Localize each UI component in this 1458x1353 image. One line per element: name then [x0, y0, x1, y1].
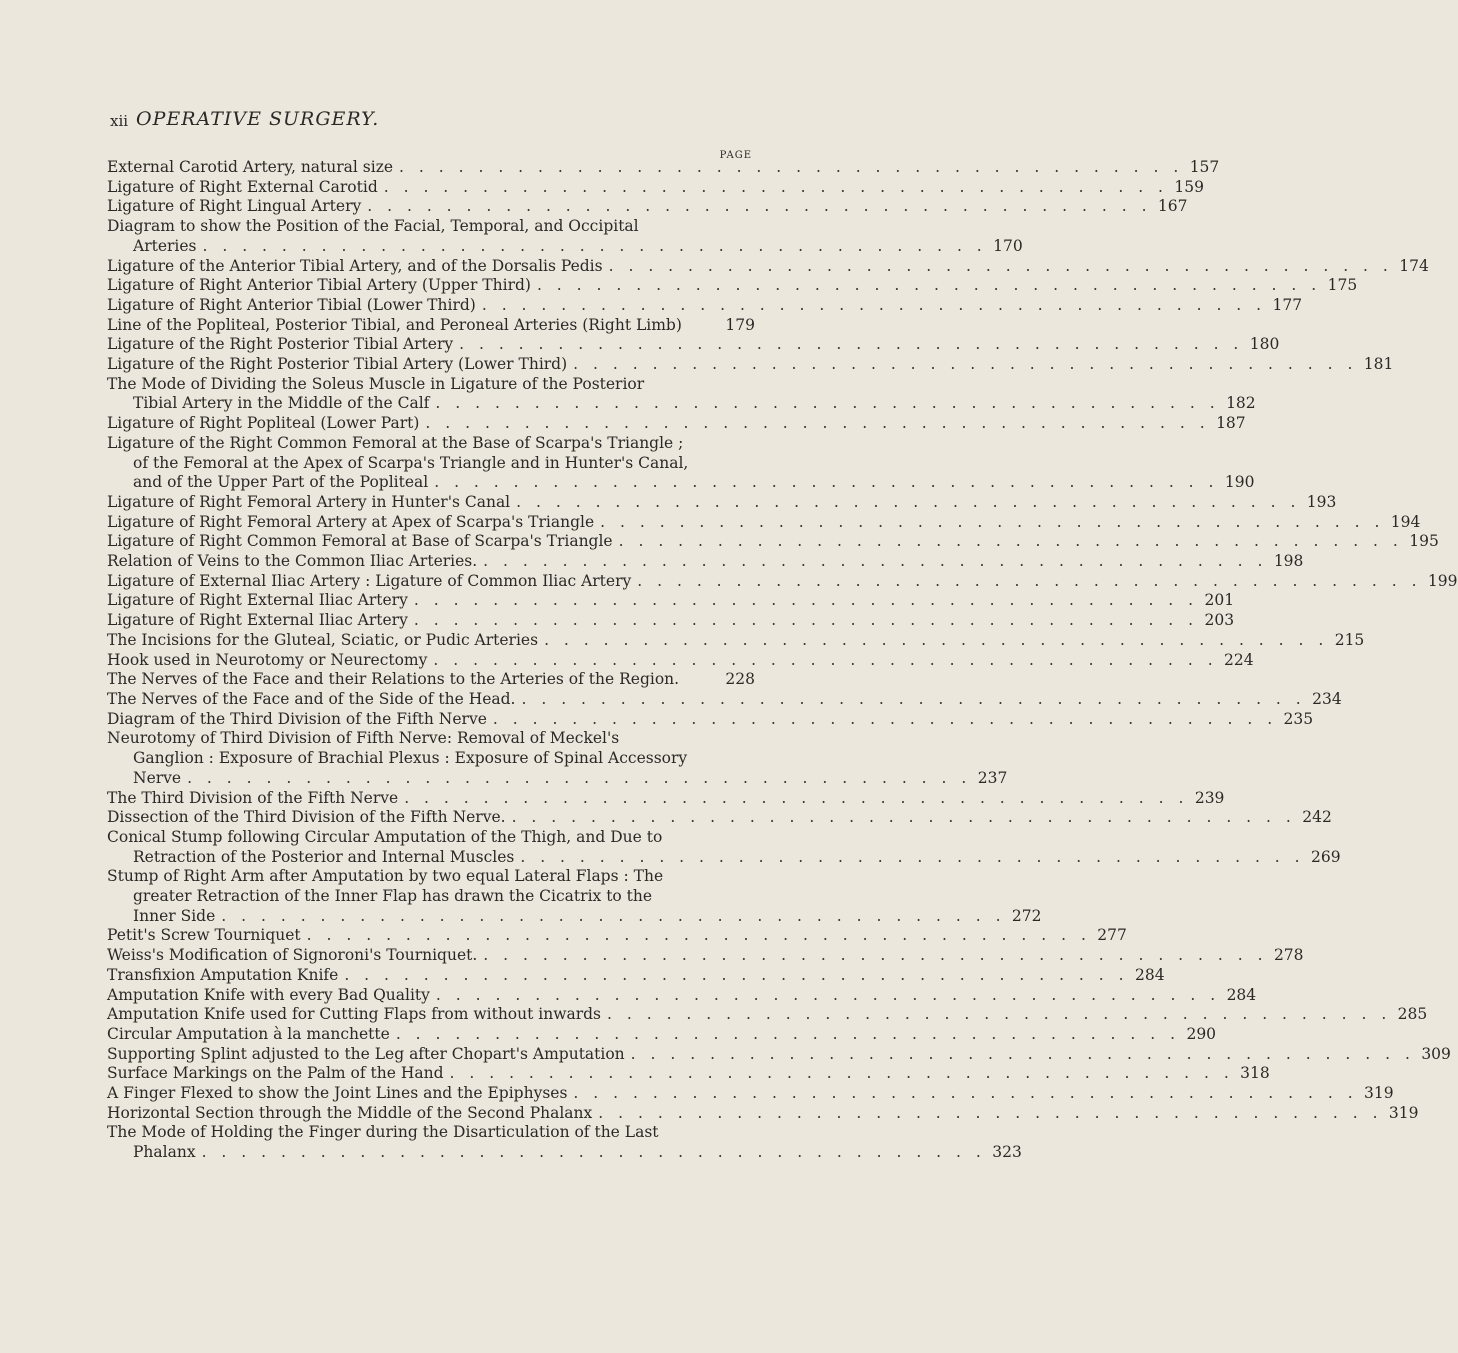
dot-leader: . . . . . . . . . . . . . . . . . . . . . . . . . . . . . . . . . . . . . . . .: [608, 256, 1393, 275]
list-item: [107, 926, 1127, 946]
dot-leader: . . . . . . . . . . . . . . . . . . . . . . . . . . . . . . . . . . . . . . . .: [449, 1064, 1234, 1083]
list-item: [107, 1005, 1428, 1025]
entry-title: Weiss's Modification of Signoroni's Tourniquet.: [107, 946, 478, 965]
page-column-label: PAGE: [719, 150, 752, 161]
entry-line: [107, 256, 1429, 277]
entry-title: Ligature of Right Femoral Artery in Hunter's Canal: [107, 492, 511, 511]
entry-page-number: 242: [1302, 808, 1332, 827]
entry-line: [107, 177, 1204, 198]
entry-title: Ligature of the Right Common Femoral at the Base of Scarpa's Triangle ;: [107, 433, 684, 452]
entry-title: Diagram to show the Position of the Facial, Temporal, and Occipital: [107, 217, 639, 236]
list-item: [107, 965, 1165, 986]
entry-title: and of the Upper Part of the Popliteal: [133, 473, 429, 492]
entry-title: Relation of Veins to the Common Iliac Arteries.: [107, 552, 478, 571]
entry-line: [107, 1064, 1270, 1084]
entry-title: Amputation Knife with every Bad Quality: [107, 985, 430, 1004]
entry-page-number: 180: [1249, 335, 1280, 354]
entry-title: Ligature of the Right Posterior Tibial Artery: [107, 335, 454, 354]
dot-leader: . . . . . . . . . . . . . . . . . . . . . . . . . . . . . . . . . . . . . . . .: [413, 611, 1199, 630]
entry-line: [107, 217, 755, 237]
entry-line: [107, 454, 755, 474]
entry-title: Transfixion Amputation Knife: [107, 965, 339, 984]
entry-line: [107, 946, 1304, 966]
list-item: [107, 355, 1394, 375]
entry-title: The Third Division of the Fifth Nerve: [107, 788, 399, 807]
entry-title: Dissection of the Third Division of the Fifth Nerve.: [107, 808, 506, 827]
dot-leader: . . . . . . . . . . . . . . . . . . . . . . . . . . . . . . . . . . . . . . . .: [413, 591, 1199, 610]
entry-line: [107, 316, 755, 336]
entry-page-number: 215: [1334, 630, 1365, 649]
entry-title: The Nerves of the Face and their Relations to the Arteries of the Region.: [107, 670, 680, 689]
list-item: [107, 532, 1439, 552]
entry-title: Retraction of the Posterior and Internal Muscles: [133, 847, 515, 866]
list-item: [107, 1103, 1419, 1124]
list-item: [107, 709, 1314, 730]
entry-title: Ligature of Right Femoral Artery at Apex of Scarpa's Triangle: [107, 512, 595, 531]
list-item: [107, 867, 1042, 926]
entry-line: [107, 650, 1254, 671]
list-item: [107, 946, 1304, 966]
entry-page-number: 190: [1224, 473, 1255, 492]
dot-leader: . . . . . . . . . . . . . . . . . . . . . . . . . . . . . . . . . . . . . . . .: [435, 394, 1220, 413]
entry-title: greater Retraction of the Inner Flap has drawn the Cicatrix to the: [133, 887, 653, 906]
entry-page-number: 170: [993, 236, 1023, 255]
entry-page-number: 290: [1186, 1024, 1217, 1043]
dot-leader: . . . . . . . . . . . . . . . . . . . . . . . . . . . . . . . . . . . . . . . .: [435, 985, 1221, 1004]
dot-leader: . . . . . . . . . . . . . . . . . . . . . . . . . . . . . . . . . . . . . . . .: [433, 650, 1218, 669]
entry-line: [107, 394, 1256, 414]
entry-line: [107, 1123, 755, 1143]
list-item: [107, 788, 1225, 809]
dot-leader: . . . . . . . . . . . . . . . . . . . . . . . . . . . . . . . . . . . . . . . .: [483, 552, 1268, 571]
entry-title: Neurotomy of Third Division of Fifth Nerve: Removal of Meckel's: [107, 729, 620, 748]
entry-page-number: 278: [1273, 946, 1304, 965]
list-item: [107, 492, 1337, 513]
entry-line: [107, 532, 1439, 552]
dot-leader: . . . . . . . . . . . . . . . . . . . . . . . . . . . . . . . . . . . . . . . .: [516, 492, 1301, 511]
entry-line: [107, 808, 1332, 828]
list-item: [107, 512, 1421, 533]
entry-title: Supporting Splint adjusted to the Leg after Chopart's Amputation: [107, 1044, 625, 1063]
entry-page-number: 194: [1390, 512, 1421, 531]
entry-title: Nerve: [133, 768, 182, 787]
dot-leader: . . . . . . . . . . . . . . . . . . . . . . . . . . . . . . . . . . . . . . . .: [202, 236, 987, 255]
entry-line: [107, 591, 1235, 611]
entry-page-number: 174: [1399, 256, 1429, 275]
entry-title: Ligature of Right Anterior Tibial (Lower Third): [107, 295, 476, 314]
entry-page-number: 175: [1327, 276, 1358, 295]
list-item: [107, 808, 1332, 828]
dot-leader: . . . . . . . . . . . . . . . . . . . . . . . . . . . . . . . . . . . . . . . .: [481, 295, 1267, 314]
list-item: [107, 985, 1257, 1006]
dot-leader: . . . . . . . . . . . . . . . . . . . . . . . . . . . . . . . . . . . . . . . .: [573, 355, 1358, 374]
list-item: [107, 335, 1280, 355]
entry-line: [107, 335, 1280, 355]
list-item: [107, 650, 1254, 671]
entry-title: Ligature of Right External Carotid: [107, 177, 378, 196]
entry-title: Inner Side: [133, 906, 216, 925]
entry-title: Ligature of Right Lingual Artery: [107, 197, 362, 216]
dot-leader: . . . . . . . . . . . . . . . . . . . . . . . . . . . . . . . . . . . . . . . .: [187, 768, 972, 787]
entry-page-number: 177: [1272, 295, 1303, 314]
entry-line: [107, 965, 1165, 986]
entry-page-number: 235: [1283, 709, 1314, 728]
entry-page-number: 157: [1189, 158, 1220, 176]
entry-page-number: 309: [1421, 1044, 1451, 1063]
running-title: OPERATIVE SURGERY.: [136, 108, 380, 130]
list-item: [107, 414, 1246, 434]
dot-leader: . . . . . . . . . . . . . . . . . . . . . . . . . . . . . . . . . . . . . . . .: [544, 630, 1329, 649]
list-item: [107, 591, 1235, 611]
entry-page-number: 239: [1194, 788, 1225, 807]
entry-title: The Nerves of the Face and of the Side of the Head.: [107, 689, 516, 708]
entry-title: of the Femoral at the Apex of Scarpa's Triangle and in Hunter's Canal,: [133, 453, 689, 472]
dot-leader: . . . . . . . . . . . . . . . . . . . . . . . . . . . . . . . . . . . . . . . .: [573, 1084, 1358, 1103]
entry-line: [107, 1024, 1217, 1045]
entry-line: [107, 236, 1023, 257]
entry-page-number: 167: [1157, 197, 1188, 216]
entry-line: [107, 887, 755, 907]
entry-line: [107, 1143, 1022, 1163]
entry-title: Petit's Screw Tourniquet: [107, 926, 301, 945]
entry-page-number: 284: [1134, 965, 1165, 984]
entry-line: [107, 414, 1246, 434]
list-item: [107, 1044, 1451, 1065]
entry-page-number: 277: [1097, 926, 1127, 945]
entry-line: [107, 355, 1394, 375]
dot-leader: . . . . . . . . . . . . . . . . . . . . . . . . . . . . . . . . . . . . . . . .: [483, 946, 1268, 965]
entry-line: [107, 434, 755, 454]
entry-line: [107, 768, 1008, 789]
entry-page-number: 159: [1174, 177, 1204, 196]
entry-line: [107, 709, 1314, 730]
list-item: [107, 552, 1304, 572]
dot-leader: . . . . . . . . . . . . . . . . . . . . . . . . . . . . . . . . . . . . . . . .: [404, 788, 1189, 807]
dot-leader: . . . . . . . . . . . . . . . . . . . . . . . . . . . . . . . . . . . . . . . .: [383, 177, 1168, 196]
dot-leader: . . . . . . . . . . . . . . . . . . . . . . . . . . . . . . . . . . . . . . . .: [459, 335, 1244, 354]
entry-page-number: 319: [1388, 1103, 1419, 1122]
entry-title: Horizontal Section through the Middle of the Second Phalanx: [107, 1103, 593, 1122]
list-item: [107, 1024, 1217, 1045]
dot-leader: . . . . . . . . . . . . . . . . . . . . . . . . . . . . . . . . . . . . . . . .: [521, 689, 1306, 708]
entry-line: [107, 689, 1342, 710]
list-item: [107, 276, 1358, 296]
list-item: [107, 177, 1204, 198]
entry-line: [107, 197, 1188, 217]
entry-page-number: 269: [1310, 847, 1341, 866]
entry-line: [107, 552, 1304, 572]
entry-line: [107, 1084, 1394, 1104]
list-item: [107, 670, 755, 690]
entry-line: [107, 729, 755, 749]
entry-line: [107, 473, 1255, 493]
entry-page-number: 203: [1204, 611, 1235, 630]
entry-line: [107, 571, 1458, 592]
dot-leader: . . . . . . . . . . . . . . . . . . . . . . . . . . . . . . . . . . . . . . . .: [395, 1024, 1181, 1043]
entry-line: [107, 749, 755, 769]
entry-title: Arteries: [133, 236, 197, 255]
entry-page-number: 182: [1226, 394, 1256, 413]
entry-page-number: 198: [1273, 552, 1304, 571]
entry-title: Circular Amputation à la manchette: [107, 1024, 390, 1043]
entry-line: [107, 375, 755, 395]
entry-line: [107, 512, 1421, 533]
entry-page-number: 195: [1409, 532, 1439, 551]
entry-line: [107, 847, 1341, 868]
dot-leader: . . . . . . . . . . . . . . . . . . . . . . . . . . . . . . . . . . . . . . . .: [492, 709, 1278, 728]
entry-page-number: 187: [1216, 414, 1246, 433]
list-item: [107, 295, 1303, 316]
entry-page-number: 199: [1427, 571, 1458, 590]
entry-page-number: 228: [725, 670, 755, 689]
dot-leader: . . . . . . . . . . . . . . . . . . . . . . . . . . . . . . . . . . . . . . . .: [520, 847, 1305, 866]
entry-line: [107, 158, 1220, 178]
entry-line: [107, 1103, 1419, 1124]
entry-title: The Incisions for the Gluteal, Sciatic, or Pudic Arteries: [107, 630, 539, 649]
dot-leader: . . . . . . . . . . . . . . . . . . . . . . . . . . . . . . . . . . . . . . . .: [201, 1143, 986, 1162]
entry-line: [107, 630, 1365, 651]
list-item: [107, 197, 1188, 217]
dot-leader: . . . . . . . . . . . . . . . . . . . . . . . . . . . . . . . . . . . . . . . .: [399, 158, 1184, 176]
entry-line: [107, 926, 1127, 946]
list-item: [107, 827, 1341, 867]
dot-leader: . . . . . . . . . . . . . . . . . . . . . . . . . . . . . . . . . . . . . . . .: [434, 473, 1219, 492]
entry-title: The Mode of Holding the Finger during the Disarticulation of the Last: [107, 1123, 659, 1142]
dot-leader: . . . . . . . . . . . . . . . . . . . . . . . . . . . . . . . . . . . . . . . .: [367, 197, 1152, 216]
list-item: [107, 217, 1023, 256]
list-item: [107, 729, 1008, 788]
entry-title: Ligature of the Right Posterior Tibial Artery (Lower Third): [107, 355, 568, 374]
entry-title: Ligature of Right External Iliac Artery: [107, 591, 408, 610]
dot-leader: . . . . . . . . . . . . . . . . . . . . . . . . . . . . . . . . . . . . . . . .: [600, 512, 1385, 531]
entry-title: Hook used in Neurotomy or Neurectomy: [107, 650, 428, 669]
entry-page-number: 318: [1240, 1064, 1270, 1083]
entry-title: Ligature of Right Common Femoral at Base of Scarpa's Triangle: [107, 532, 613, 551]
list-item: [107, 689, 1342, 710]
entry-page-number: 224: [1224, 650, 1254, 669]
dot-leader: . . . . . . . . . . . . . . . . . . . . . . . . . . . . . . . . . . . . . . . .: [511, 808, 1296, 827]
entry-line: [107, 828, 755, 848]
entry-line: [107, 906, 1042, 927]
dot-leader: . . . . . . . . . . . . . . . . . . . . . . . . . . . . . . . . . . . . . . . .: [598, 1103, 1383, 1122]
entry-title: Amputation Knife used for Cutting Flaps from without inwards: [107, 1005, 602, 1024]
list-item: [107, 611, 1235, 631]
entry-title: Surface Markings on the Palm of the Hand: [107, 1064, 444, 1083]
entry-line: [107, 492, 1337, 513]
entry-title: Tibial Artery in the Middle of the Calf: [133, 394, 430, 413]
list-item: [107, 630, 1365, 651]
list-item: [107, 1123, 1022, 1162]
entry-title: Ligature of Right Popliteal (Lower Part): [107, 414, 420, 433]
entry-title: Conical Stump following Circular Amputation of the Thigh, and Due to: [107, 827, 663, 846]
entry-page-number: 234: [1312, 689, 1342, 708]
entry-title: The Mode of Dividing the Soleus Muscle in Ligature of the Posterior: [107, 374, 645, 393]
entry-page-number: 272: [1011, 906, 1042, 925]
entry-title: Phalanx: [133, 1143, 196, 1162]
list-item: [107, 1064, 1270, 1084]
entry-line: [107, 1044, 1451, 1065]
dot-leader: . . . . . . . . . . . . . . . . . . . . . . . . . . . . . . . . . . . . . . . .: [221, 906, 1006, 925]
entry-line: [107, 1005, 1428, 1025]
entry-title: Line of the Popliteal, Posterior Tibial, and Peroneal Arteries (Right Limb): [107, 315, 682, 334]
list-item: [107, 316, 755, 336]
dot-leader: . . . . . . . . . . . . . . . . . . . . . . . . . . . . . . . . . . . . . . . .: [618, 532, 1403, 551]
list-item: [107, 571, 1458, 592]
entry-title: Diagram of the Third Division of the Fifth Nerve: [107, 709, 487, 728]
entry-title: Ligature of External Iliac Artery : Ligature of Common Iliac Artery: [107, 571, 632, 590]
dot-leader: . . . . . . . . . . . . . . . . . . . . . . . . . . . . . . . . . . . . . . . .: [637, 571, 1422, 590]
dot-leader: . . . . . . . . . . . . . . . . . . . . . . . . . . . . . . . . . . . . . . . .: [425, 414, 1210, 433]
list-item: [107, 256, 1429, 277]
entry-page-number: 201: [1204, 591, 1235, 610]
entry-title: Ganglion : Exposure of Brachial Plexus : Exposure of Spinal Accessory: [133, 749, 688, 768]
entry-line: [107, 788, 1225, 809]
entry-line: [107, 985, 1257, 1006]
entry-page-number: 319: [1364, 1084, 1394, 1103]
list-item: [107, 374, 1256, 414]
entry-line: [107, 295, 1303, 316]
dot-leader: . . . . . . . . . . . . . . . . . . . . . . . . . . . . . . . . . . . . . . . .: [306, 926, 1091, 945]
entry-line: [107, 276, 1358, 296]
entry-line: [107, 670, 755, 690]
dot-leader: . . . . . . . . . . . . . . . . . . . . . . . . . . . . . . . . . . . . . . . .: [344, 965, 1129, 984]
entry-title: Stump of Right Arm after Amputation by two equal Lateral Flaps : The: [107, 867, 664, 886]
illustration-list: [107, 158, 1458, 1163]
entry-page-number: 193: [1306, 492, 1337, 511]
dot-leader: . . . . . . . . . . . . . . . . . . . . . . . . . . . . . . . . . . . . . . . .: [607, 1005, 1392, 1024]
entry-page-number: 237: [977, 768, 1008, 787]
entry-page-number: 284: [1226, 985, 1257, 1004]
entry-page-number: 181: [1363, 355, 1394, 374]
entry-title: A Finger Flexed to show the Joint Lines and the Epiphyses: [107, 1084, 568, 1103]
entry-title: Ligature of Right External Iliac Artery: [107, 611, 408, 630]
dot-leader: . . . . . . . . . . . . . . . . . . . . . . . . . . . . . . . . . . . . . . . .: [630, 1044, 1415, 1063]
entry-title: External Carotid Artery, natural size: [107, 158, 394, 176]
page-number: xii: [110, 112, 129, 130]
entry-page-number: 323: [992, 1143, 1022, 1162]
list-item: [107, 1084, 1394, 1104]
entry-line: [107, 611, 1235, 631]
list-item: [107, 158, 1220, 178]
entry-page-number: 285: [1397, 1005, 1428, 1024]
dot-leader: . . . . . . . . . . . . . . . . . . . . . . . . . . . . . . . . . . . . . . . .: [536, 276, 1322, 295]
list-item: [107, 433, 1255, 493]
entry-title: Ligature of Right Anterior Tibial Artery (Upper Third): [107, 276, 531, 295]
entry-line: [107, 867, 755, 887]
entry-page-number: 179: [725, 315, 755, 334]
entry-title: Ligature of the Anterior Tibial Artery, and of the Dorsalis Pedis: [107, 256, 603, 275]
